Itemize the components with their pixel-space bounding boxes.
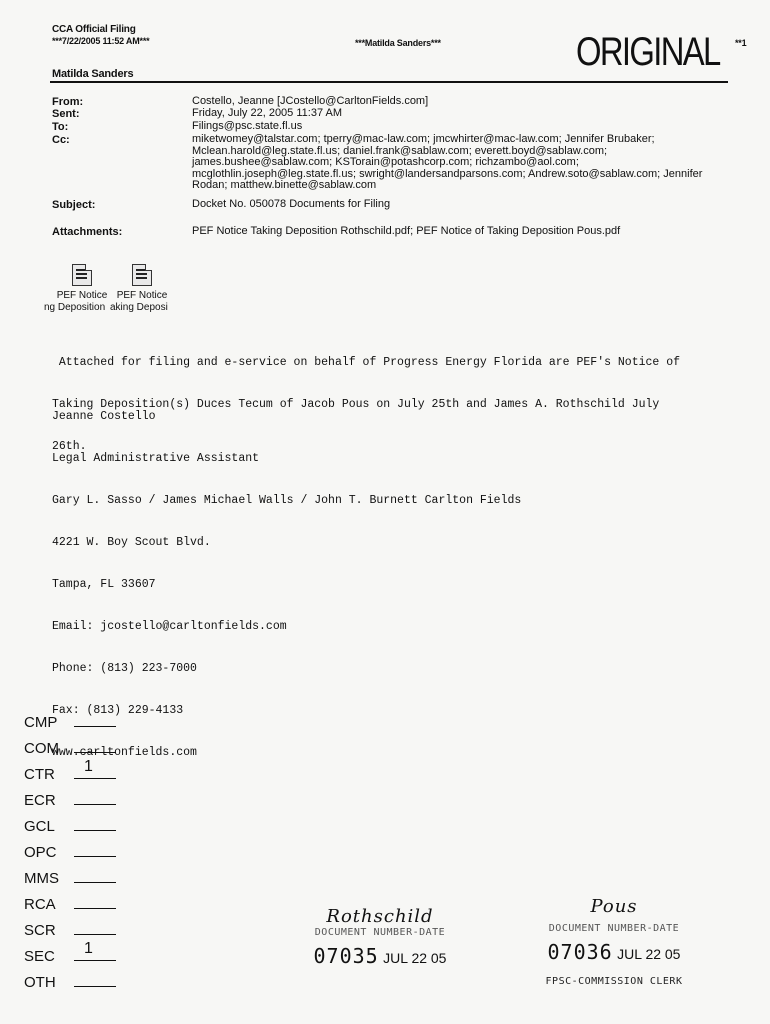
- routing-row: [24, 840, 116, 866]
- routing-list: [24, 710, 116, 996]
- signature-line: 4221 W. Boy Scout Blvd.: [52, 536, 211, 549]
- routing-row: [24, 758, 116, 788]
- routing-code: GCL: [24, 818, 55, 835]
- pdf-document-icon: [132, 264, 152, 286]
- cc-line: james.bushee@sablaw.com; KSTorain@potashcorp.com; richzambo@aol.com;: [192, 156, 579, 168]
- stamp-number-date: [290, 944, 470, 968]
- original-stamp: ORIGINAL: [576, 30, 720, 74]
- sent-value: Friday, July 22, 2005 11:37 AM: [192, 107, 343, 119]
- pdf-document-icon: [72, 264, 92, 286]
- sent-label: Sent:: [52, 108, 80, 120]
- subject-value: Docket No. 050078 Documents for Filing: [192, 198, 391, 210]
- stamp-footer: FPSC-COMMISSION CLERK: [545, 976, 683, 987]
- routing-code: CTR: [24, 766, 55, 783]
- routing-row: [24, 710, 116, 736]
- routing-code: SCR: [24, 922, 56, 939]
- filing-label: CCA Official Filing: [52, 24, 136, 35]
- to-label: To:: [52, 121, 69, 133]
- cc-label: Cc:: [52, 134, 70, 146]
- body-line: Attached for filing and e-service on behalf of Progress Energy Florida are PEF's Notice of: [52, 356, 681, 369]
- attachments-label: Attachments:: [52, 226, 123, 238]
- document-stamp-pous: [524, 896, 704, 987]
- subject-label: Subject:: [52, 199, 96, 211]
- routing-mark: 1: [84, 758, 93, 775]
- attachment-pous[interactable]: [112, 264, 172, 301]
- signature-line: www.carltonfields.com: [52, 746, 197, 759]
- routing-row: [24, 866, 116, 892]
- signature-line: Gary L. Sasso / James Michael Walls / John T. Burnett Carlton Fields: [52, 494, 522, 507]
- routing-row: [24, 918, 116, 944]
- routing-row: [24, 736, 116, 762]
- signature-line: Fax: (813) 229-4133: [52, 704, 184, 717]
- attachment-filename: aking Deposi: [110, 302, 168, 313]
- routing-code: RCA: [24, 896, 56, 913]
- document-number: 07035: [313, 944, 379, 968]
- routing-row: [24, 814, 116, 840]
- routing-mark: 1: [84, 940, 93, 957]
- routing-row: [24, 970, 116, 996]
- signature-line: Phone: (813) 223-7000: [52, 662, 197, 675]
- routing-code: CMP: [24, 714, 58, 731]
- cc-value: [192, 134, 702, 192]
- document-date: JUL 22 05: [383, 950, 447, 966]
- routing-code: OPC: [24, 844, 57, 861]
- body-line: Taking Deposition(s) Duces Tecum of Jacob Pous on July 25th and James A. Rothschild July: [52, 398, 660, 411]
- cc-line: Rodan; matthew.binette@sablaw.com: [192, 179, 377, 191]
- routing-code: OTH: [24, 974, 56, 991]
- routing-code: MMS: [24, 870, 59, 887]
- routing-code: COM: [24, 740, 59, 757]
- routing-row: [24, 892, 116, 918]
- signature-line: Jeanne Costello: [52, 410, 156, 423]
- from-label: From:: [52, 96, 84, 108]
- signature-block: [52, 382, 521, 774]
- cc-line: miketwomey@talstar.com; tperry@mac-law.com; jmcwhirter@mac-law.com; Jennifer Brubaker;: [192, 133, 655, 145]
- attachment-label: PEF Notice: [116, 290, 168, 301]
- handwritten-name: Rothschild: [326, 906, 434, 927]
- signature-line: Legal Administrative Assistant: [52, 452, 260, 465]
- routing-row: [24, 940, 116, 970]
- header-center-name: ***Matilda Sanders***: [355, 38, 441, 48]
- stamp-caption: DOCUMENT NUMBER-DATE: [548, 923, 680, 934]
- page-marker: **1: [735, 38, 747, 48]
- filing-timestamp: ***7/22/2005 11:52 AM***: [52, 36, 150, 46]
- document-date: JUL 22 05: [617, 946, 681, 962]
- cc-line: mcglothlin.joseph@leg.state.fl.us; swright@landersandparsons.com; Andrew.soto@sablaw.com; Jennifer: [192, 167, 703, 180]
- to-value: Filings@psc.state.fl.us: [192, 120, 303, 132]
- author-name: Matilda Sanders: [52, 68, 134, 80]
- handwritten-name: Pous: [590, 896, 638, 917]
- routing-row: [24, 788, 116, 814]
- routing-code: ECR: [24, 792, 56, 809]
- attachment-label: PEF Notice: [56, 290, 108, 301]
- document-number: 07036: [547, 940, 613, 964]
- cc-line: Mclean.harold@leg.state.fl.us; daniel.frank@sablaw.com; everett.boyd@sablaw.com;: [192, 144, 608, 157]
- header-divider: [50, 81, 728, 83]
- stamp-number-date: [524, 940, 704, 964]
- signature-line: Email: jcostello@carltonfields.com: [52, 620, 287, 633]
- from-value: Costello, Jeanne [JCostello@CarltonFields.com]: [192, 95, 429, 107]
- attachment-rothschild[interactable]: [52, 264, 112, 301]
- routing-code: SEC: [24, 948, 55, 965]
- body-line: 26th.: [52, 440, 87, 453]
- document-stamp-rothschild: [290, 906, 470, 968]
- attachment-filename: ng Deposition: [44, 302, 106, 313]
- stamp-caption: DOCUMENT NUMBER-DATE: [314, 927, 446, 938]
- signature-line: Tampa, FL 33607: [52, 578, 156, 591]
- attachments-value: PEF Notice Taking Deposition Rothschild.pdf; PEF Notice of Taking Deposition Pous.pdf: [192, 225, 621, 237]
